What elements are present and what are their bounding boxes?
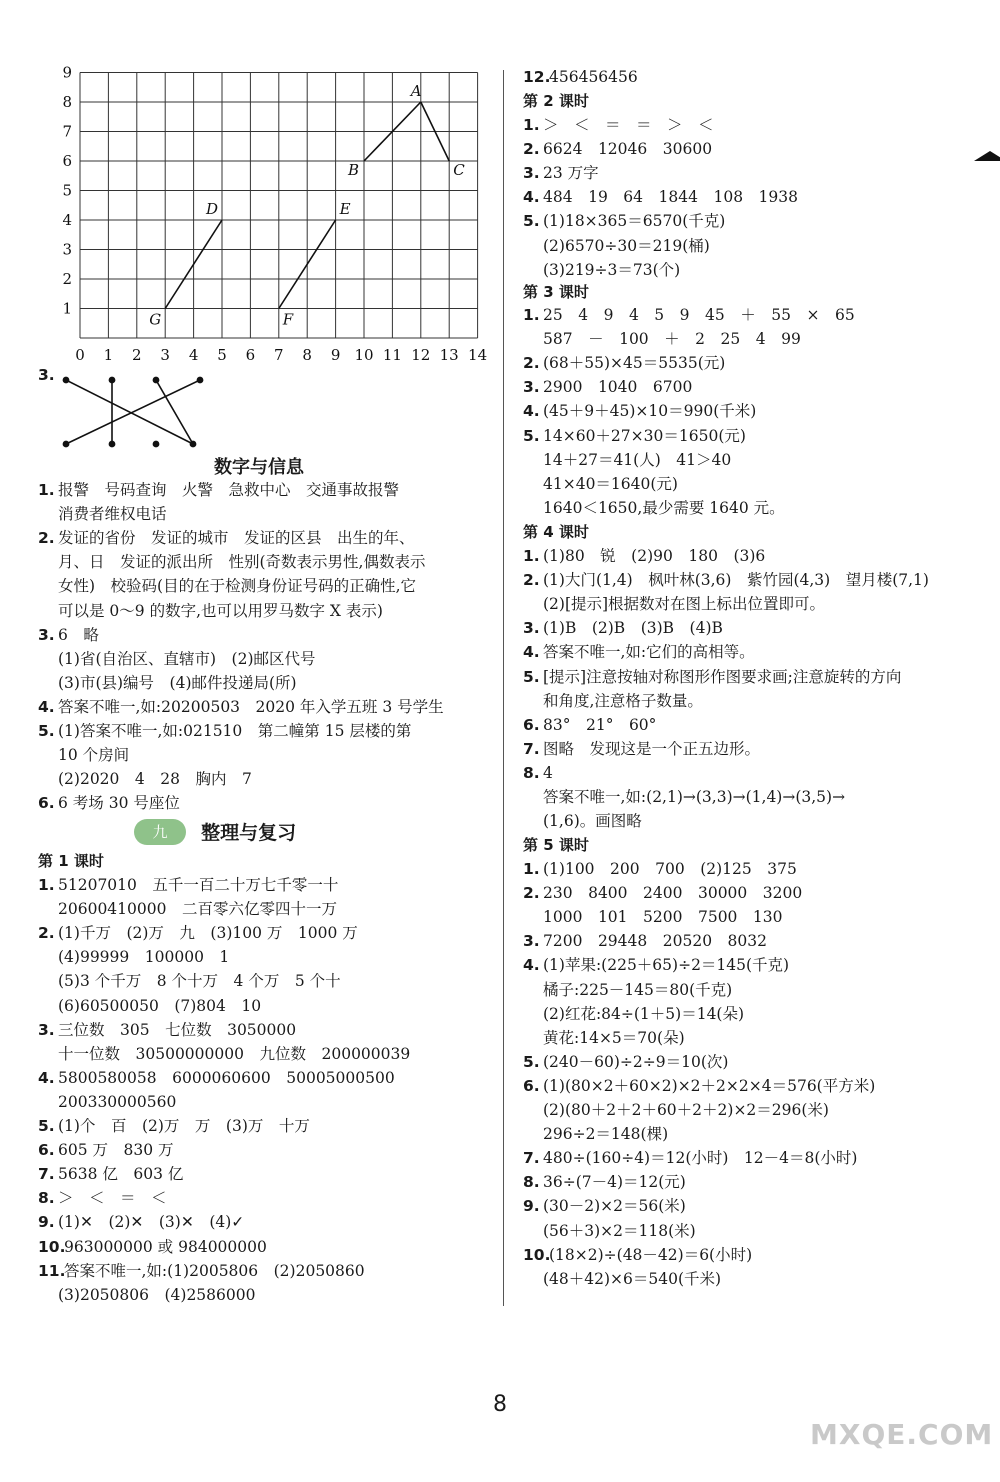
point-label-C: C [453, 161, 465, 179]
item-number: 7. [523, 1149, 540, 1168]
section-title: 数字与信息 [214, 457, 304, 478]
answer-text: (4)99999 100000 1 [58, 948, 230, 967]
item-number: 2. [38, 529, 55, 548]
item-number: 8. [38, 1189, 55, 1208]
section-banner [134, 818, 296, 846]
answer-line [523, 545, 765, 567]
x-tick-label: 0 [75, 346, 85, 364]
answer-text: 橘子:225－145＝80(千克) [543, 980, 733, 999]
answer-text: 6 考场 30 号座位 [58, 794, 180, 813]
answer-text: 4 [543, 763, 553, 782]
answer-line [38, 600, 383, 622]
point-label-F: F [282, 310, 294, 329]
answer-line [523, 762, 553, 784]
answer-text: (2)红花:84÷(1＋5)＝14(朵) [543, 1004, 745, 1023]
answer-text: 6 略 [58, 625, 99, 644]
y-tick-label: 5 [62, 181, 72, 200]
answer-text: (3)2050806 (4)2586000 [58, 1285, 256, 1304]
item-number: 7. [38, 1165, 55, 1184]
answer-line [523, 328, 801, 350]
answer-line [38, 1115, 310, 1137]
answer-line [523, 114, 714, 136]
answer-line [523, 593, 825, 615]
answer-text: 7200 29448 20520 8032 [543, 932, 768, 951]
lesson-title: 第 1 课时 [38, 852, 104, 870]
answer-line [38, 1211, 244, 1233]
item-number: 6. [523, 1076, 540, 1095]
answer-text: 报警 号码查询 火警 急救中心 交通事故报警 [58, 481, 400, 499]
matching-diagram [60, 372, 210, 452]
answer-line [523, 810, 642, 832]
answer-line [38, 648, 316, 670]
item-number: 3. [523, 619, 540, 638]
answer-text: 可以是 0～9 的数字,也可以用罗马数字 X 表示) [58, 601, 383, 620]
answer-text: (1)个 百 (2)万 万 (3)万 十万 [58, 1117, 310, 1135]
answer-text: ＞ ＜ ＝ ＜ [58, 1189, 167, 1208]
answer-line [523, 259, 680, 281]
answer-text: (1,6)。画图略 [543, 812, 642, 831]
item-number: 1. [523, 860, 540, 878]
item-number: 9. [38, 1213, 55, 1232]
answer-text: 14×60＋27×30＝1650(元) [543, 426, 746, 445]
answer-text: 5800580058 6000060600 50005000500 [58, 1068, 395, 1087]
answer-line [523, 858, 797, 880]
answer-text: (1)100 200 700 (2)125 375 [543, 860, 797, 878]
answer-text: (1)18×365＝6570(千克) [543, 212, 726, 231]
x-tick-label: 5 [217, 346, 227, 364]
answer-line [523, 376, 692, 398]
x-tick-label: 3 [160, 346, 170, 364]
item-number: 6. [38, 794, 55, 813]
item-number: 5. [38, 722, 55, 740]
answer-line [38, 874, 338, 896]
answer-line [38, 624, 99, 646]
answer-line [38, 1043, 410, 1065]
item-number: 4. [523, 188, 540, 207]
x-tick-label: 2 [132, 346, 142, 364]
answer-line [523, 1027, 685, 1049]
x-tick-label: 6 [245, 346, 256, 364]
answer-text: 答案不唯一,如:20200503 2020 年入学五班 3 号学生 [58, 697, 444, 716]
answer-line [523, 138, 712, 160]
matching-dot [109, 441, 114, 446]
answer-text: (1)答案不唯一,如:021510 第二幢第 15 层楼的第 [58, 722, 412, 740]
answer-line [38, 922, 358, 944]
item-number: 5. [523, 426, 540, 445]
item-number: 4. [38, 697, 55, 716]
answer-line [38, 792, 180, 814]
answer-text: 发证的省份 发证的城市 发证的区县 出生的年、 [58, 529, 415, 548]
item-number: 2. [523, 140, 540, 159]
x-tick-label: 8 [302, 346, 312, 364]
item-number: 1. [523, 306, 540, 324]
answer-line [38, 946, 229, 968]
answer-line [523, 1003, 744, 1025]
answer-text: [提示]注意按轴对称图形作图要求画;注意旋转的方向 [543, 667, 902, 686]
item-number: 10. [523, 1245, 551, 1264]
answer-line [38, 575, 416, 597]
answer-line [523, 569, 929, 591]
y-tick-label: 1 [62, 299, 72, 318]
answer-line [523, 162, 599, 184]
answer-text: (5)3 个千万 8 个十万 4 个万 5 个十 [58, 972, 341, 991]
item-number: 3. [523, 378, 540, 397]
matching-dot [190, 441, 195, 446]
matching-dot [197, 377, 202, 382]
answer-line [38, 898, 337, 920]
matching-dot [153, 441, 158, 446]
matching-dot [109, 377, 114, 382]
answer-line [523, 1075, 875, 1097]
item-number: 12. [523, 68, 551, 86]
answer-line [523, 786, 845, 808]
item-number: 8. [523, 763, 540, 782]
answer-text: 25 4 9 4 5 9 45 ＋ 55 × 65 [543, 306, 855, 324]
answer-line [38, 551, 425, 573]
answer-text: (3)219÷3＝73(个) [543, 260, 681, 279]
column-divider [503, 70, 504, 1306]
answer-line [523, 1268, 721, 1290]
answer-line [38, 696, 444, 718]
item-number: 8. [523, 1173, 540, 1192]
x-tick-label: 4 [188, 346, 199, 364]
matching-dot [63, 441, 68, 446]
answer-text: 41×40＝1640(元) [543, 474, 678, 493]
answer-text: 23 万字 [543, 164, 599, 183]
answer-text: 2900 1040 6700 [543, 378, 693, 397]
answer-text: 605 万 830 万 [58, 1141, 174, 1160]
answer-line [523, 1244, 752, 1266]
answer-text: 230 8400 2400 30000 3200 [543, 884, 803, 903]
answer-line [523, 930, 767, 952]
answer-text: 200330000560 [58, 1092, 177, 1111]
answer-line [523, 690, 703, 712]
answer-line [38, 744, 129, 766]
item-number: 1. [38, 876, 55, 894]
answer-text: 20600410000 二百零六亿零四十一万 [58, 900, 337, 919]
answer-text: 答案不唯一,如:(1)2005806 (2)2050860 [64, 1261, 365, 1280]
answer-text: (1)省(自治区、直辖市) (2)邮区代号 [58, 649, 316, 668]
answer-text: (2)(80＋2＋2＋60＋2＋2)×2＝296(米) [543, 1101, 829, 1119]
answer-text: (56＋3)×2＝118(米) [543, 1221, 696, 1240]
answer-line [523, 666, 901, 688]
answer-line [523, 906, 783, 928]
answer-line [523, 1123, 668, 1145]
answer-line [523, 954, 789, 976]
x-tick-label: 11 [382, 346, 402, 364]
x-tick-label: 13 [439, 346, 459, 364]
answer-text: 51207010 五千一百二十万七千零一十 [58, 876, 339, 894]
answer-text: (3)市(县)编号 (4)邮件投递局(所) [58, 673, 297, 692]
question-3-label: 3. [38, 366, 55, 384]
answer-text: 484 19 64 1844 108 1938 [543, 188, 799, 207]
answer-line [523, 979, 732, 1001]
answer-text: 和角度,注意格子数量。 [543, 691, 703, 710]
item-number: 1. [523, 547, 540, 565]
answer-line [38, 720, 411, 742]
item-number: 10. [38, 1237, 66, 1256]
answer-line [523, 66, 638, 88]
answer-text: ＞ ＜ ＝ ＝ ＞ ＜ [543, 116, 714, 134]
answer-text: (2)6570÷30＝219(桶) [543, 236, 710, 255]
answer-text: (1)80 锐 (2)90 180 (3)6 [543, 547, 766, 565]
answer-text: (1)(80×2＋60×2)×2＋2×2×4＝576(平方米) [543, 1076, 876, 1095]
matching-dot [63, 377, 68, 382]
y-tick-label: 8 [62, 93, 72, 111]
answer-line [38, 1187, 167, 1209]
y-tick-label: 4 [62, 211, 72, 229]
answer-line [38, 1284, 255, 1306]
item-number: 3. [523, 932, 540, 951]
item-number: 4. [523, 643, 540, 662]
item-number: 2. [523, 884, 540, 903]
item-number: 5. [523, 667, 540, 686]
answer-text: (18×2)÷(48－42)＝6(小时) [549, 1245, 753, 1264]
item-number: 3. [523, 164, 540, 183]
answer-line [523, 352, 725, 374]
x-tick-label: 7 [274, 346, 284, 364]
answer-text: 83° 21° 60° [543, 715, 657, 734]
answer-line [523, 1147, 857, 1169]
answer-text: 消费者维权电话 [58, 505, 167, 524]
item-number: 4. [523, 402, 540, 421]
answer-line [38, 1091, 176, 1113]
answer-line [523, 1051, 728, 1073]
y-tick-label: 2 [62, 270, 72, 288]
item-number: 2. [523, 354, 540, 373]
matching-dot [153, 377, 158, 382]
point-label-E: E [339, 200, 351, 218]
answer-text: 480÷(160÷4)＝12(小时) 12－4＝8(小时) [543, 1149, 858, 1168]
answer-line [523, 641, 755, 663]
answer-line [523, 235, 710, 257]
answer-line [523, 882, 802, 904]
answer-line [38, 1139, 174, 1161]
answer-text: (30－2)×2＝56(米) [543, 1197, 686, 1216]
answer-text: (1)大门(1,4) 枫叶林(3,6) 紫竹园(4,3) 望月楼(7,1) [543, 571, 929, 590]
y-tick-label: 7 [62, 122, 72, 141]
y-tick-label: 6 [62, 152, 72, 170]
answer-line [523, 738, 760, 760]
item-number: 5. [38, 1117, 55, 1135]
answer-text: (48＋42)×6＝540(千米) [543, 1269, 722, 1288]
answer-text: 答案不唯一,如:(2,1)→(3,3)→(1,4)→(3,5)→ [543, 788, 846, 806]
answer-line [523, 304, 855, 326]
answer-line [38, 1067, 395, 1089]
item-number: 2. [38, 924, 55, 943]
lesson-title: 第 4 课时 [523, 523, 589, 541]
answer-text: 963000000 或 984000000 [64, 1237, 267, 1256]
y-tick-label: 3 [62, 240, 72, 259]
answer-text: 5638 亿 603 亿 [58, 1165, 184, 1184]
item-number: 6. [523, 715, 540, 734]
answer-text: 图略 发现这是一个正五边形。 [543, 739, 761, 758]
item-number: 4. [38, 1068, 55, 1087]
answer-text: (6)60500050 (7)804 10 [58, 996, 262, 1015]
answer-line [38, 503, 167, 525]
corner-mark [974, 151, 1000, 161]
answer-line [523, 1220, 696, 1242]
item-number: 1. [38, 481, 55, 499]
point-label-D: D [206, 200, 219, 218]
item-number: 5. [523, 1052, 540, 1071]
answer-line [523, 400, 756, 422]
answer-line [523, 449, 731, 471]
answer-text: 三位数 305 七位数 3050000 [58, 1020, 297, 1039]
item-number: 3. [38, 1020, 55, 1039]
answer-text: 黄花:14×5＝70(朵) [543, 1028, 685, 1047]
x-tick-label: 12 [411, 346, 431, 364]
answer-line [523, 210, 725, 232]
item-number: 5. [523, 212, 540, 231]
item-number: 1. [523, 116, 540, 134]
answer-line [38, 479, 399, 501]
answer-text: 答案不唯一,如:它们的高相等。 [543, 643, 755, 662]
answer-text: 10 个房间 [58, 746, 130, 765]
lesson-title: 第 5 课时 [523, 836, 589, 854]
answer-line [38, 1260, 365, 1282]
answer-line [38, 970, 341, 992]
banner-badge: 九 [134, 819, 186, 845]
answer-text: 1640＜1650,最少需要 1640 元。 [543, 498, 785, 517]
answer-text: 587 － 100 ＋ 2 25 4 99 [543, 330, 801, 349]
answer-line [523, 425, 746, 447]
answer-text: (68＋55)×45＝5535(元) [543, 354, 726, 373]
answer-text: (2)2020 4 28 胸内 7 [58, 770, 252, 789]
item-number: 7. [523, 739, 540, 758]
answer-line [38, 672, 297, 694]
lesson-title: 第 2 课时 [523, 92, 589, 110]
y-tick-label: 9 [62, 63, 72, 82]
answer-text: (2)[提示]根据数对在图上标出位置即可。 [543, 595, 826, 614]
answer-text: 14＋27＝41(人) 41＞40 [543, 450, 732, 469]
answer-text: (1)千万 (2)万 九 (3)100 万 1000 万 [58, 924, 358, 943]
answer-text: 月、日 发证的派出所 性别(奇数表示男性,偶数表示 [58, 553, 426, 572]
answer-line [38, 1163, 183, 1185]
item-number: 11. [38, 1261, 66, 1280]
point-label-B: B [348, 161, 360, 179]
item-number: 4. [523, 956, 540, 975]
answer-line [523, 617, 723, 639]
answer-text: 296÷2＝148(棵) [543, 1125, 669, 1144]
answer-line [523, 186, 798, 208]
x-tick-label: 1 [103, 346, 114, 364]
answer-line [38, 527, 415, 549]
answer-text: 1000 101 5200 7500 130 [543, 908, 783, 927]
answer-text: (1)苹果:(225＋65)÷2＝145(千克) [543, 956, 790, 975]
x-tick-label: 14 [468, 346, 488, 364]
coordinate-grid [38, 58, 498, 368]
answer-line [38, 1236, 267, 1258]
answer-text: 36÷(7－4)＝12(元) [543, 1173, 686, 1192]
page-number: 8 [493, 1392, 507, 1417]
answer-text: (45＋9＋45)×10＝990(千米) [543, 402, 757, 421]
item-number: 6. [38, 1141, 55, 1160]
item-number: 3. [38, 625, 55, 644]
point-label-G: G [149, 310, 162, 329]
item-number: 9. [523, 1197, 540, 1216]
answer-text: 6624 12046 30600 [543, 140, 713, 159]
answer-line [523, 1195, 686, 1217]
answer-line [38, 1019, 296, 1041]
answer-line [523, 473, 678, 495]
answer-line [523, 1099, 829, 1121]
answer-text: (1)✕ (2)✕ (3)✕ (4)✓ [58, 1213, 245, 1232]
answer-text: 十一位数 30500000000 九位数 200000039 [58, 1044, 411, 1063]
answer-text: 456456456 [549, 68, 638, 86]
answer-line [523, 497, 785, 519]
answer-text: (240－60)÷2÷9＝10(次) [543, 1052, 729, 1071]
item-number: 2. [523, 571, 540, 590]
x-tick-label: 10 [354, 346, 374, 364]
point-label-A: A [410, 82, 422, 100]
watermark: MXQE.COM [810, 1418, 994, 1451]
answer-line [523, 1171, 686, 1193]
answer-text: (1)B (2)B (3)B (4)B [543, 619, 723, 638]
answer-line [523, 714, 656, 736]
answer-line [38, 995, 261, 1017]
answer-text: 女性) 校验码(目的在于检测身份证号码的正确性,它 [58, 577, 417, 596]
banner-title: 整理与复习 [201, 822, 297, 844]
answer-line [38, 768, 252, 790]
lesson-title: 第 3 课时 [523, 283, 589, 301]
x-tick-label: 9 [330, 346, 341, 364]
